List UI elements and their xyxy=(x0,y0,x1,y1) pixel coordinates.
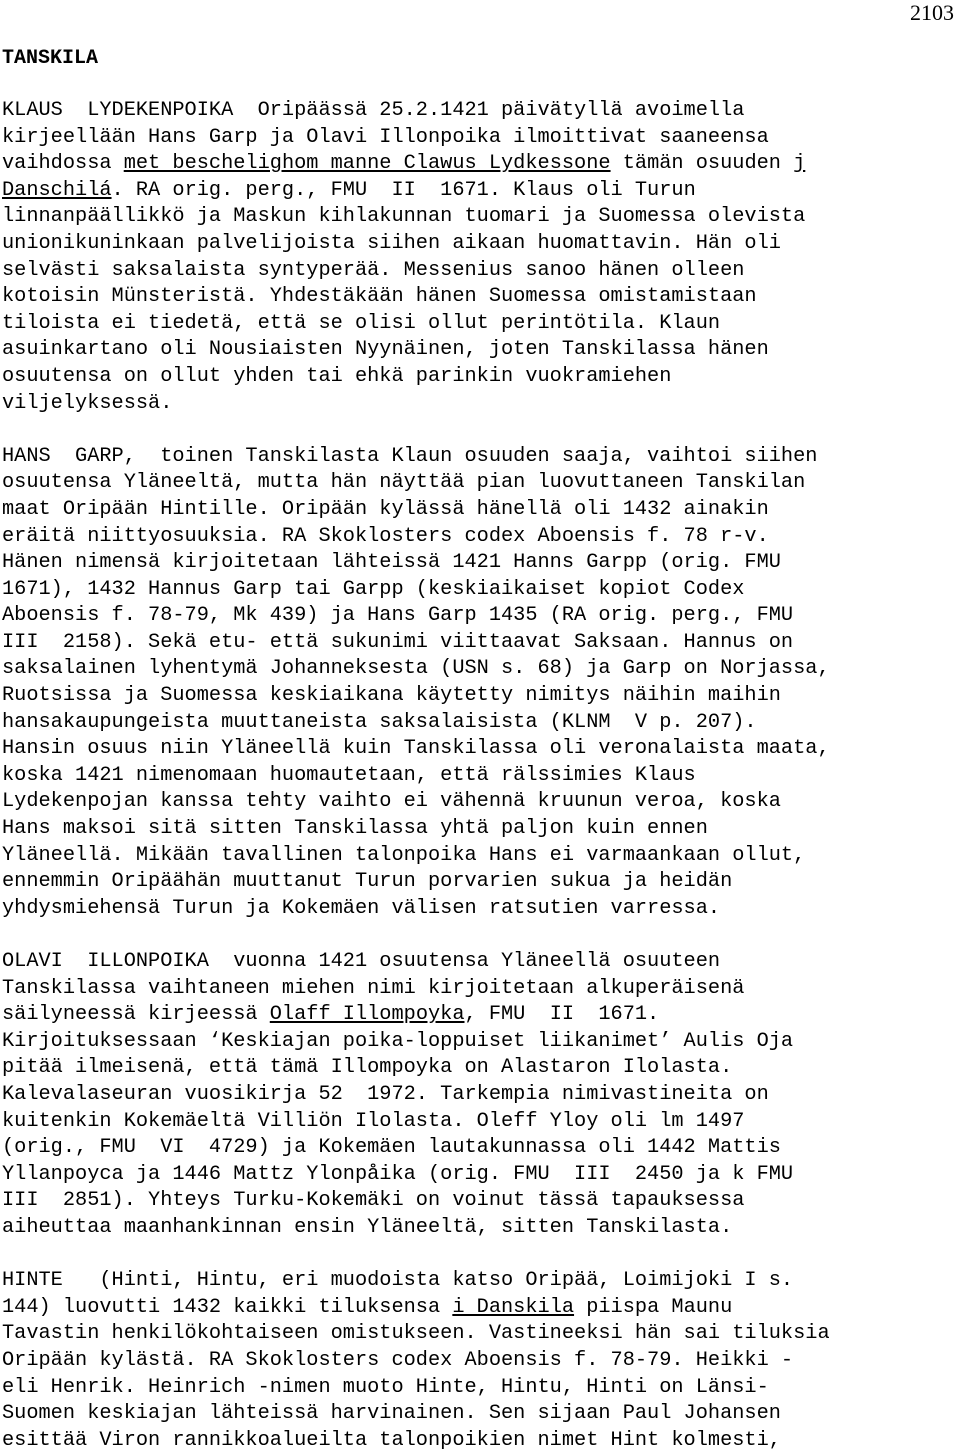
text-segment: unionikuninkaan palvelijoista siihen aikaan huomattavin. Hän oli xyxy=(2,231,781,255)
text-line xyxy=(2,1375,958,1402)
text-segment: kotoisin Münsteristä. Yhdestäkään hänen Suomessa omistamistaan xyxy=(2,285,757,309)
text-line xyxy=(2,1188,958,1215)
text-segment: tämän osuuden xyxy=(610,152,794,176)
text-line xyxy=(2,204,958,231)
text-segment: Hans maksoi sitä sitten Tanskilassa yhtä paljon kuin ennen xyxy=(2,817,708,841)
text-line xyxy=(2,896,958,923)
text-line xyxy=(2,470,958,497)
text-line xyxy=(2,1321,958,1348)
underlined-text: Olaff Illompoyka xyxy=(269,1003,465,1027)
text-line xyxy=(2,524,958,551)
text-line xyxy=(2,1109,958,1136)
text-line xyxy=(2,656,958,683)
text-line xyxy=(2,843,958,870)
text-segment: piispa Maunu xyxy=(574,1295,733,1319)
text-segment: 144) luovutti 1432 kaikki tiluksensa xyxy=(2,1295,453,1319)
text-line xyxy=(2,550,958,577)
text-line xyxy=(2,816,958,843)
text-line xyxy=(2,1055,958,1082)
text-segment: Hansin osuus niin Yläneellä kuin Tanskilassa oli veronalaista maata, xyxy=(2,737,830,761)
text-line xyxy=(2,1268,958,1295)
text-line xyxy=(2,311,958,338)
underlined-text: j xyxy=(793,152,806,176)
underlined-text: i Danskila xyxy=(452,1295,575,1319)
text-segment: eli Henrik. Heinrich -nimen muoto Hinte, Hintu, Hinti on Länsi- xyxy=(2,1375,769,1399)
text-segment: HINTE (Hinti, Hintu, eri muodoista katso Oripää, Loimijoki I s. xyxy=(2,1269,794,1293)
text-line xyxy=(2,1295,958,1322)
text-segment: Hänen nimensä kirjoitetaan lähteissä 1421 Hanns Garpp (orig. FMU xyxy=(2,551,781,575)
text-line xyxy=(2,1215,958,1242)
paragraph-gap xyxy=(2,1242,958,1269)
text-segment: ennemmin Oripäähän muuttanut Turun porvarien sukua ja heidän xyxy=(2,870,733,894)
paragraph-4 xyxy=(2,1268,958,1454)
text-segment: , FMU II 1671. xyxy=(464,1003,660,1027)
text-line xyxy=(2,949,958,976)
text-line xyxy=(2,231,958,258)
text-line xyxy=(2,976,958,1003)
text-segment: Aboensis f. 78-79, Mk 439) ja Hans Garp 1435 (RA orig. perg., FMU xyxy=(2,604,794,628)
text-segment: kirjeellään Hans Garp ja Olavi Illonpoika ilmoittivat saaneensa xyxy=(2,125,769,149)
document-body xyxy=(2,98,958,1454)
text-segment: Tavastin henkilökohtaiseen omistukseen. Vastineeksi hän sai tiluksia xyxy=(2,1322,830,1346)
underlined-text: Danschilá xyxy=(2,178,112,202)
text-segment: Yllanpoyca ja 1446 Mattz Ylonpåika (orig. FMU III 2450 ja k FMU xyxy=(2,1162,794,1186)
text-segment: esittää Viron rannikkoalueilta talonpoikien nimet Hint kolmesti, xyxy=(2,1428,781,1452)
text-segment: 1671), 1432 Hannus Garp tai Garpp (keskiaikaiset kopiot Codex xyxy=(2,577,745,601)
text-line xyxy=(2,1135,958,1162)
text-segment: osuutensa Yläneeltä, mutta hän näyttää pian luovuttaneen Tanskilan xyxy=(2,471,806,495)
text-segment: kuitenkin Kokemäeltä Villiön Ilolasta. Oleff Yloy oli lm 1497 xyxy=(2,1109,745,1133)
text-line xyxy=(2,1029,958,1056)
paragraph-gap xyxy=(2,922,958,949)
text-segment: linnanpäällikkö ja Maskun kihlakunnan tuomari ja Suomessa olevista xyxy=(2,205,806,229)
text-segment: . RA orig. perg., FMU II 1671. Klaus oli Turun xyxy=(111,178,696,202)
text-segment: koska 1421 nimenomaan huomautetaan, että rälssimies Klaus xyxy=(2,763,696,787)
text-line xyxy=(2,364,958,391)
text-line xyxy=(2,1162,958,1189)
text-segment: OLAVI ILLONPOIKA vuonna 1421 osuutensa Yläneellä osuuteen xyxy=(2,950,721,973)
paragraph-gap xyxy=(2,417,958,444)
text-segment: vaihdossa xyxy=(2,152,124,176)
text-segment: Ruotsissa ja Suomessa keskiaikana käytetty nimitys näihin maihin xyxy=(2,684,781,708)
text-segment: (orig., FMU VI 4729) ja Kokemäen lautakunnassa oli 1442 Mattis xyxy=(2,1136,781,1160)
text-line xyxy=(2,630,958,657)
text-line xyxy=(2,391,958,418)
text-line xyxy=(2,151,958,178)
text-segment: maat Oripään Hintille. Oripään kylässä hänellä oli 1432 ainakin xyxy=(2,497,769,521)
text-segment: selvästi saksalaista syntyperää. Messenius sanoo hänen olleen xyxy=(2,258,745,282)
text-segment: Yläneellä. Mikään tavallinen talonpoika Hans ei varmaankaan ollut, xyxy=(2,843,806,867)
text-line xyxy=(2,444,958,471)
text-segment: pitää ilmeisenä, että tämä Illompoyka on Alastaron Ilolasta. xyxy=(2,1056,733,1080)
text-line xyxy=(2,1428,958,1455)
text-segment: Kirjoituksessaan ‘Keskiajan poika-loppuiset liikanimet’ Aulis Oja xyxy=(2,1029,794,1053)
text-segment: III 2851). Yhteys Turku-Kokemäki on voinut tässä tapauksessa xyxy=(2,1189,745,1213)
text-line xyxy=(2,125,958,152)
text-segment: III 2158). Sekä etu- että sukunimi viittaavat Saksaan. Hannus on xyxy=(2,630,794,654)
text-segment: säilyneessä kirjeessä xyxy=(2,1003,270,1027)
page-number: 2103 xyxy=(910,0,954,25)
text-line xyxy=(2,284,958,311)
text-line xyxy=(2,736,958,763)
document-title: TANSKILA xyxy=(2,47,99,70)
text-segment: eräitä niittyosuuksia. RA Skoklosters codex Aboensis f. 78 r-v. xyxy=(2,524,769,548)
text-segment: HANS GARP, toinen Tanskilasta Klaun osuuden saaja, vaihtoi siihen xyxy=(2,444,818,468)
text-segment: yhdysmiehensä Turun ja Kokemäen välisen ratsutien varressa. xyxy=(2,896,721,920)
text-line xyxy=(2,710,958,737)
text-segment: hansakaupungeista muuttaneista saksalaisista (KLNM V p. 207). xyxy=(2,710,757,734)
text-line xyxy=(2,497,958,524)
text-line xyxy=(2,1348,958,1375)
text-line xyxy=(2,258,958,285)
paragraph-1 xyxy=(2,98,958,417)
text-line xyxy=(2,337,958,364)
text-line xyxy=(2,1082,958,1109)
text-segment: Suomen keskiajan lähteissä harvinainen. Sen sijaan Paul Johansen xyxy=(2,1402,781,1426)
text-line xyxy=(2,869,958,896)
text-line xyxy=(2,577,958,604)
text-segment: Lydekenpojan kanssa tehty vaihto ei vähennä kruunun veroa, koska xyxy=(2,790,781,814)
text-segment: KLAUS LYDEKENPOIKA Oripäässä 25.2.1421 päivätyllä avoimella xyxy=(2,99,745,122)
text-segment: saksalainen lyhentymä Johanneksesta (USN s. 68) ja Garp on Norjassa, xyxy=(2,657,830,681)
text-segment: tiloista ei tiedetä, että se olisi ollut perintötila. Klaun xyxy=(2,311,721,335)
text-segment: asuinkartano oli Nousiaisten Nyynäinen, joten Tanskilassa hänen xyxy=(2,338,769,362)
text-line xyxy=(2,1401,958,1428)
text-segment: aiheuttaa maanhankinnan ensin Yläneeltä, sitten Tanskilasta. xyxy=(2,1215,733,1239)
text-segment: viljelyksessä. xyxy=(2,391,173,415)
text-segment: Kalevalaseuran vuosikirja 52 1972. Tarkempia nimivastineita on xyxy=(2,1082,769,1106)
paragraph-2 xyxy=(2,444,958,923)
text-line xyxy=(2,763,958,790)
text-segment: Tanskilassa vaihtaneen miehen nimi kirjoitetaan alkuperäisenä xyxy=(2,976,745,1000)
text-line xyxy=(2,1002,958,1029)
paragraph-3 xyxy=(2,949,958,1242)
text-line xyxy=(2,98,958,125)
underlined-text: met beschelighom manne Clawus Lydkessone xyxy=(123,152,611,176)
text-line xyxy=(2,789,958,816)
text-segment: Oripään kylästä. RA Skoklosters codex Aboensis f. 78-79. Heikki - xyxy=(2,1348,794,1372)
text-line xyxy=(2,683,958,710)
text-line xyxy=(2,178,958,205)
text-line xyxy=(2,603,958,630)
text-segment: osuutensa on ollut yhden tai ehkä parinkin vuokramiehen xyxy=(2,364,672,388)
